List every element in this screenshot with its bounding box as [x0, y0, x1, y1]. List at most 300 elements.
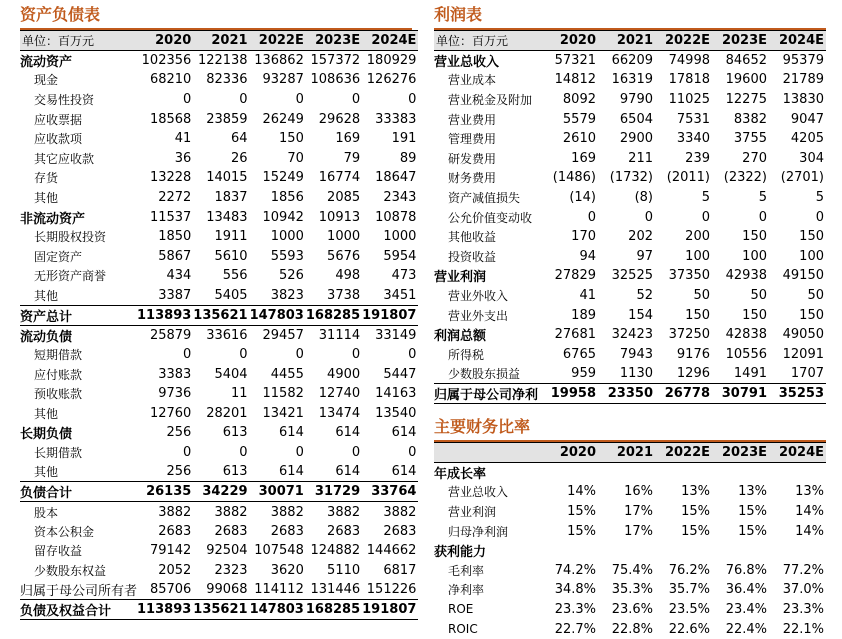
row-label: 营业外收入: [448, 288, 509, 303]
cell-value: 107548: [254, 543, 304, 559]
cell-value: 26135: [137, 482, 193, 502]
cell-value: [769, 541, 826, 561]
cell-value: 14163: [375, 386, 417, 402]
row-label: 负债及权益合计: [20, 600, 137, 620]
cell-value: 614: [391, 464, 417, 480]
cell-value: 169: [571, 150, 596, 166]
cell-value: 9047: [790, 111, 824, 127]
cell-value: 1707: [790, 366, 824, 382]
cell-value: 74998: [668, 53, 710, 69]
year-header: 2020: [137, 31, 193, 51]
cell-value: 35253: [769, 384, 826, 404]
cell-value: 151226: [366, 582, 417, 598]
cell-value: [712, 541, 769, 561]
row-label: 应收款项: [34, 132, 83, 147]
table-row: [20, 580, 418, 600]
cell-value: [712, 463, 769, 483]
cell-value: 79142: [149, 543, 192, 559]
cell-value: 68210: [149, 72, 192, 88]
income-statement-body: [434, 31, 826, 404]
cell-value: 14015: [206, 170, 248, 186]
cell-value: [655, 541, 712, 561]
table-row: [434, 266, 826, 286]
row-label: 长期负债: [20, 427, 73, 443]
cell-value: 27681: [554, 327, 596, 343]
cell-value: 150: [742, 229, 767, 245]
cell-value: 1911: [214, 229, 248, 245]
row-label: 管理费用: [448, 132, 497, 147]
cell-value: 473: [391, 268, 417, 284]
table-row: [434, 482, 826, 502]
cell-value: 144662: [366, 543, 417, 559]
cell-value: 0: [239, 91, 248, 107]
cell-value: 239: [685, 150, 710, 166]
table-row: [20, 148, 418, 168]
year-header: 2021: [598, 443, 655, 463]
cell-value: 102356: [141, 53, 192, 69]
cell-value: 2272: [158, 189, 192, 205]
cell-value: 10556: [725, 346, 767, 362]
cell-value: 5404: [214, 366, 248, 382]
row-label: 应付账款: [34, 367, 83, 382]
cell-value: 1296: [676, 366, 710, 382]
cell-value: 9790: [619, 91, 653, 107]
table-row: [20, 600, 418, 620]
cell-value: 23.5%: [668, 601, 710, 617]
cell-value: 16319: [611, 72, 653, 88]
cell-value: 84652: [725, 53, 767, 69]
cell-value: 126276: [366, 72, 417, 88]
row-label: 少数股东损益: [448, 367, 521, 382]
row-label: 资本公积金: [34, 524, 95, 539]
ratios-panel: [434, 416, 826, 636]
cell-value: 1000: [327, 229, 361, 245]
cell-value: (1732): [609, 170, 653, 186]
row-label: 净利率: [448, 583, 485, 598]
cell-value: 150: [799, 229, 824, 245]
row-label: 营业利润: [434, 270, 487, 286]
cell-value: 135621: [193, 305, 249, 325]
cell-value: 0: [758, 209, 767, 225]
row-label: 营业总收入: [434, 55, 500, 71]
cell-value: 7531: [676, 111, 710, 127]
cell-value: (2322): [723, 170, 767, 186]
row-label: 其他收益: [448, 230, 497, 245]
cell-value: 0: [351, 91, 361, 107]
cell-value: [598, 541, 655, 561]
cell-value: 21789: [782, 72, 824, 88]
cell-value: [655, 463, 712, 483]
balance-sheet-panel: [20, 4, 417, 632]
cell-value: 191807: [362, 305, 418, 325]
cell-value: 31114: [318, 327, 361, 343]
row-label: 归母净利润: [448, 524, 509, 539]
cell-value: 150: [799, 307, 824, 323]
row-label: 其他: [34, 288, 59, 303]
table-row: [20, 51, 418, 71]
row-label: 流动负债: [20, 329, 73, 345]
row-label: 长期借款: [34, 446, 83, 461]
cell-value: 3823: [270, 287, 304, 303]
row-label: 营业利润: [448, 504, 497, 519]
cell-value: 8092: [562, 91, 596, 107]
table-row: [434, 286, 826, 306]
cell-value: 79: [343, 150, 361, 166]
table-row: [20, 305, 418, 325]
cell-value: 30791: [712, 384, 769, 404]
table-row: [20, 227, 418, 247]
cell-value: 22.7%: [554, 621, 596, 637]
cell-value: 498: [335, 268, 361, 284]
cell-value: 15249: [262, 170, 304, 186]
cell-value: 13228: [149, 170, 192, 186]
cell-value: 15%: [567, 523, 596, 539]
cell-value: 13%: [738, 484, 767, 500]
cell-value: 33383: [375, 111, 417, 127]
row-label: 毛利率: [448, 563, 485, 578]
row-label: 年成长率: [434, 467, 487, 483]
cell-value: 11582: [262, 386, 304, 402]
table-row: [20, 207, 418, 227]
cell-value: 0: [183, 445, 192, 461]
row-label: 资产总计: [20, 305, 137, 325]
cell-value: 29628: [318, 111, 361, 127]
cell-value: 270: [742, 150, 767, 166]
year-header: 2022E: [250, 31, 306, 51]
table-row: [20, 109, 418, 129]
cell-value: 0: [239, 445, 248, 461]
row-label: 留存收益: [34, 544, 83, 559]
cell-value: 14%: [795, 503, 824, 519]
table-row: [20, 70, 418, 90]
cell-value: 1837: [214, 189, 248, 205]
cell-value: 49050: [782, 327, 824, 343]
cell-value: 1130: [619, 366, 653, 382]
cell-value: 959: [571, 366, 596, 382]
table-row: [20, 502, 418, 522]
cell-value: 75.4%: [611, 562, 653, 578]
table-row: [20, 443, 418, 463]
cell-value: 13540: [375, 405, 417, 421]
cell-value: (2011): [666, 170, 710, 186]
cell-value: 50: [807, 287, 824, 303]
row-label: 现金: [34, 73, 59, 88]
cell-value: 7943: [619, 346, 653, 362]
table-row: [434, 109, 826, 129]
cell-value: 42938: [725, 268, 767, 284]
table-row: [20, 364, 418, 384]
row-label: ROIC: [448, 622, 478, 637]
table-row: [434, 188, 826, 208]
row-label: 归属于母公司所有者: [20, 584, 138, 600]
cell-value: 136862: [254, 53, 304, 69]
cell-value: 150: [685, 307, 710, 323]
cell-value: 89: [399, 150, 417, 166]
cell-value: 64: [231, 131, 248, 147]
cell-value: 5: [758, 189, 767, 205]
cell-value: 5447: [383, 366, 417, 382]
cell-value: 1856: [270, 189, 304, 205]
cell-value: 2085: [327, 189, 361, 205]
cell-value: 30071: [250, 482, 306, 502]
cell-value: 614: [335, 464, 361, 480]
table-row: [434, 129, 826, 149]
cell-value: 3620: [270, 563, 304, 579]
table-row: [20, 384, 418, 404]
cell-value: 113893: [137, 600, 193, 620]
table-row: [20, 129, 418, 149]
cell-value: 50: [750, 287, 767, 303]
cell-value: 12275: [725, 91, 767, 107]
cell-value: 256: [166, 464, 192, 480]
cell-value: 76.8%: [725, 562, 767, 578]
cell-value: [542, 463, 598, 483]
cell-value: (14): [569, 189, 596, 205]
cell-value: 22.6%: [668, 621, 710, 637]
cell-value: 13483: [206, 209, 248, 225]
cell-value: 37250: [668, 327, 710, 343]
ratios-table: [434, 442, 826, 639]
cell-value: 147803: [250, 305, 306, 325]
cell-value: 5: [701, 189, 710, 205]
table-row: [434, 90, 826, 110]
cell-value: 16%: [624, 484, 653, 500]
row-label: 其他: [34, 406, 59, 421]
table-row: [20, 404, 418, 424]
cell-value: 6504: [619, 111, 653, 127]
cell-value: 28201: [206, 405, 248, 421]
row-label: 长期股权投资: [34, 230, 107, 245]
cell-value: 100: [685, 248, 710, 264]
cell-value: 6765: [562, 346, 596, 362]
row-label: 固定资产: [34, 249, 83, 264]
cell-value: 35.7%: [668, 582, 710, 598]
table-row: [434, 148, 826, 168]
cell-value: 5579: [562, 111, 596, 127]
cell-value: 41: [579, 287, 596, 303]
cell-value: 2683: [327, 523, 361, 539]
cell-value: 0: [351, 347, 361, 363]
cell-value: 17%: [624, 523, 653, 539]
cell-value: (2701): [780, 170, 824, 186]
cell-value: 614: [391, 425, 417, 441]
table-row: [434, 463, 826, 483]
cell-value: 15%: [681, 503, 710, 519]
header-row: [434, 31, 826, 51]
cell-value: 304: [799, 150, 824, 166]
row-label: 营业成本: [448, 73, 497, 88]
cell-value: 10878: [375, 209, 417, 225]
cell-value: 17%: [624, 503, 653, 519]
row-label: 营业税金及附加: [448, 92, 533, 107]
cell-value: 2323: [214, 563, 248, 579]
cell-value: 5610: [214, 248, 248, 264]
cell-value: 4455: [270, 366, 304, 382]
table-row: [20, 90, 418, 110]
cell-value: 94: [579, 248, 596, 264]
cell-value: 82336: [206, 72, 248, 88]
income-statement-table: [434, 30, 826, 404]
cell-value: 16774: [318, 170, 361, 186]
cell-value: 22.8%: [611, 621, 653, 637]
cell-value: 11537: [149, 209, 192, 225]
cell-value: 3387: [158, 287, 192, 303]
year-header: 2023E: [712, 31, 769, 51]
row-label: 其它应收款: [34, 151, 95, 166]
row-label: 流动资产: [20, 55, 73, 71]
cell-value: 26249: [262, 111, 304, 127]
table-row: [434, 305, 826, 325]
cell-value: 57321: [554, 53, 596, 69]
cell-value: 122138: [197, 53, 248, 69]
cell-value: 77.2%: [782, 562, 824, 578]
row-label: 存货: [34, 171, 59, 186]
cell-value: 0: [815, 209, 824, 225]
cell-value: 131446: [310, 582, 361, 598]
table-row: [20, 246, 418, 266]
row-label: 非流动资产: [20, 211, 86, 227]
income-statement-panel: [434, 4, 826, 404]
cell-value: 26778: [655, 384, 712, 404]
cell-value: 3882: [383, 504, 417, 520]
year-header: 2022E: [655, 31, 712, 51]
row-label: 资产减值损失: [448, 190, 521, 205]
cell-value: 168285: [306, 600, 362, 620]
cell-value: 26: [231, 150, 248, 166]
cell-value: 100: [799, 248, 824, 264]
cell-value: 95379: [782, 53, 824, 69]
cell-value: 85706: [149, 582, 192, 598]
year-header: 2024E: [362, 31, 418, 51]
cell-value: 8382: [733, 111, 767, 127]
cell-value: 113893: [137, 305, 193, 325]
cell-value: 23.6%: [611, 601, 653, 617]
cell-value: [542, 541, 598, 561]
cell-value: 33764: [362, 482, 418, 502]
row-label: 预收账款: [34, 387, 83, 402]
row-label: 股本: [34, 505, 59, 520]
cell-value: 23350: [598, 384, 655, 404]
cell-value: 3882: [158, 504, 192, 520]
cell-value: 0: [295, 91, 304, 107]
cell-value: 29457: [262, 327, 304, 343]
row-label: 其他: [34, 190, 59, 205]
table-row: [434, 207, 826, 227]
cell-value: 76.2%: [668, 562, 710, 578]
cell-value: 32423: [611, 327, 653, 343]
cell-value: 2343: [383, 189, 417, 205]
cell-value: 4205: [790, 131, 824, 147]
cell-value: 37350: [668, 268, 710, 284]
cell-value: 202: [628, 229, 653, 245]
cell-value: 10913: [318, 209, 361, 225]
table-row: [20, 482, 418, 502]
cell-value: 613: [222, 425, 248, 441]
cell-value: [769, 463, 826, 483]
cell-value: 15%: [738, 523, 767, 539]
table-row: [434, 521, 826, 541]
cell-value: 0: [351, 445, 361, 461]
cell-value: 0: [701, 209, 710, 225]
ratios-title: 主要财务比率: [434, 417, 531, 436]
cell-value: 35.3%: [611, 582, 653, 598]
cell-value: 150: [279, 131, 304, 147]
cell-value: 36.4%: [725, 582, 767, 598]
cell-value: 147803: [250, 600, 306, 620]
cell-value: 2052: [158, 563, 192, 579]
cell-value: 5405: [214, 287, 248, 303]
table-row: [20, 561, 418, 581]
row-label: 其他: [34, 465, 59, 480]
cell-value: 22.4%: [725, 621, 767, 637]
row-label: 负债合计: [20, 482, 137, 502]
cell-value: 23859: [206, 111, 248, 127]
cell-value: 97: [636, 248, 653, 264]
cell-value: 3882: [327, 504, 361, 520]
row-label: 短期借款: [34, 348, 83, 363]
cell-value: 2900: [619, 131, 653, 147]
table-row: [434, 168, 826, 188]
cell-value: 1850: [158, 229, 192, 245]
table-row: [20, 462, 418, 482]
cell-value: 13474: [318, 405, 361, 421]
table-row: [434, 384, 826, 404]
cell-value: 0: [295, 445, 304, 461]
cell-value: 1000: [383, 229, 417, 245]
table-row: [434, 560, 826, 580]
cell-value: 33149: [375, 327, 417, 343]
balance-sheet-body: [20, 31, 418, 620]
cell-value: 189: [571, 307, 596, 323]
cell-value: 5593: [270, 248, 304, 264]
cell-value: [598, 463, 655, 483]
balance-sheet-table: [20, 30, 418, 620]
cell-value: 18568: [149, 111, 192, 127]
cell-value: 0: [587, 209, 596, 225]
cell-value: 3340: [676, 131, 710, 147]
year-header: 2021: [193, 31, 249, 51]
row-label: 所得税: [448, 347, 485, 362]
cell-value: 0: [408, 91, 417, 107]
table-row: [20, 345, 418, 365]
cell-value: 14%: [795, 523, 824, 539]
cell-value: 191807: [362, 600, 418, 620]
unit-label: 单位：百万元: [20, 31, 137, 51]
cell-value: 66209: [611, 53, 653, 69]
row-label: 归属于母公司净利: [434, 384, 542, 404]
table-row: [434, 344, 826, 364]
cell-value: 5954: [383, 248, 417, 264]
header-row: [20, 31, 418, 51]
cell-value: 0: [408, 347, 417, 363]
year-header: 2024E: [769, 443, 826, 463]
table-row: [434, 325, 826, 345]
cell-value: 2610: [562, 131, 596, 147]
cell-value: 99068: [206, 582, 248, 598]
cell-value: 37.0%: [782, 582, 824, 598]
cell-value: 12760: [149, 405, 192, 421]
table-row: [20, 286, 418, 306]
cell-value: 33616: [206, 327, 248, 343]
cell-value: 42838: [725, 327, 767, 343]
cell-value: 180929: [366, 53, 417, 69]
table-row: [20, 168, 418, 188]
cell-value: 556: [222, 268, 248, 284]
cell-value: 2683: [270, 523, 304, 539]
year-header: 2023E: [306, 31, 362, 51]
table-row: [20, 188, 418, 208]
cell-value: 154: [628, 307, 653, 323]
